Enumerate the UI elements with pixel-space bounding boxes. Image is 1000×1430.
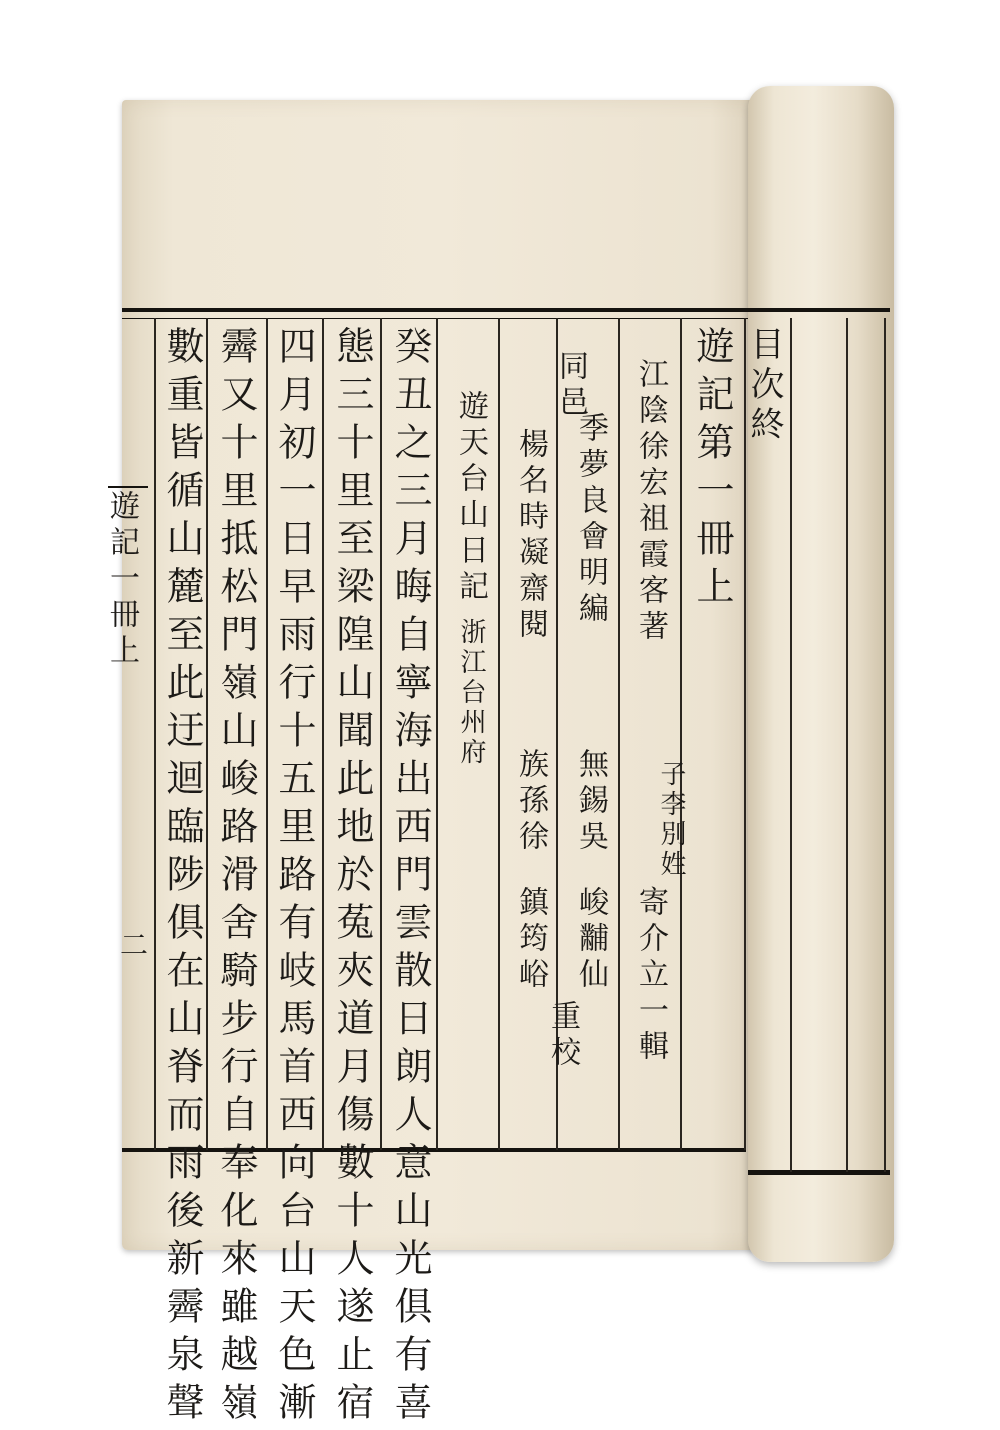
zhongjiao-label: 重校 [545, 1000, 580, 1072]
body-column-2: 態三十里至梁隍山聞此地於菟夾道月傷數十人遂止宿 [330, 326, 374, 1430]
roll-bottom-frame-line [748, 1170, 890, 1175]
top-frame-line-inner [122, 318, 748, 319]
wuxi-line: 無錫吳 [573, 748, 608, 856]
leaf-number: 二 [116, 930, 149, 958]
clan-line: 族孫徐 [513, 748, 548, 856]
author-note: 子李別姓 [656, 760, 686, 880]
wuxi-note: 峻黼仙 [573, 886, 608, 994]
editor-line: 季夢良會明編 [573, 412, 608, 628]
rolled-page-edge [748, 86, 894, 1262]
column-divider [154, 318, 156, 1150]
column-divider [322, 318, 324, 1150]
column-divider [618, 318, 620, 1150]
spine-label: 目次終 [744, 326, 784, 446]
banxin-mark [108, 486, 148, 488]
proofreader-line: 楊名時凝齋閱 [513, 428, 548, 644]
roll-column-divider [790, 318, 792, 1172]
section-location-note: 浙江台州府 [456, 618, 486, 768]
top-frame-line [122, 308, 890, 312]
volume-heading: 遊記第一冊上 [690, 326, 734, 614]
column-divider [206, 318, 208, 1150]
roll-column-divider [884, 318, 886, 1172]
author-line: 江陰徐宏祖霞客著 [633, 358, 668, 646]
body-column-4: 霽又十里抵松門嶺山峻路滑舍騎步行自奉化來雖越嶺 [214, 326, 258, 1430]
section-title: 遊天台山日記 [453, 390, 488, 606]
body-column-5: 數重皆循山麓至此迂迴臨陟俱在山脊而雨後新霽泉聲 [160, 326, 204, 1430]
column-divider [680, 318, 682, 1150]
clan-note: 鎮筠峪 [513, 886, 548, 994]
column-divider [380, 318, 382, 1150]
body-column-1: 癸丑之三月晦自寧海出西門雲散日朗人意山光俱有喜 [388, 326, 432, 1430]
column-divider [498, 318, 500, 1150]
column-divider [436, 318, 438, 1150]
banxin-title: 遊記一冊上 [104, 490, 139, 670]
body-column-3: 四月初一日早雨行十五里路有岐馬首西向台山天色漸 [272, 326, 316, 1430]
tongyi-label: 同邑 [553, 350, 588, 422]
compiler-line: 寄介立一輯 [633, 886, 668, 1066]
column-divider [266, 318, 268, 1150]
roll-column-divider [846, 318, 848, 1172]
